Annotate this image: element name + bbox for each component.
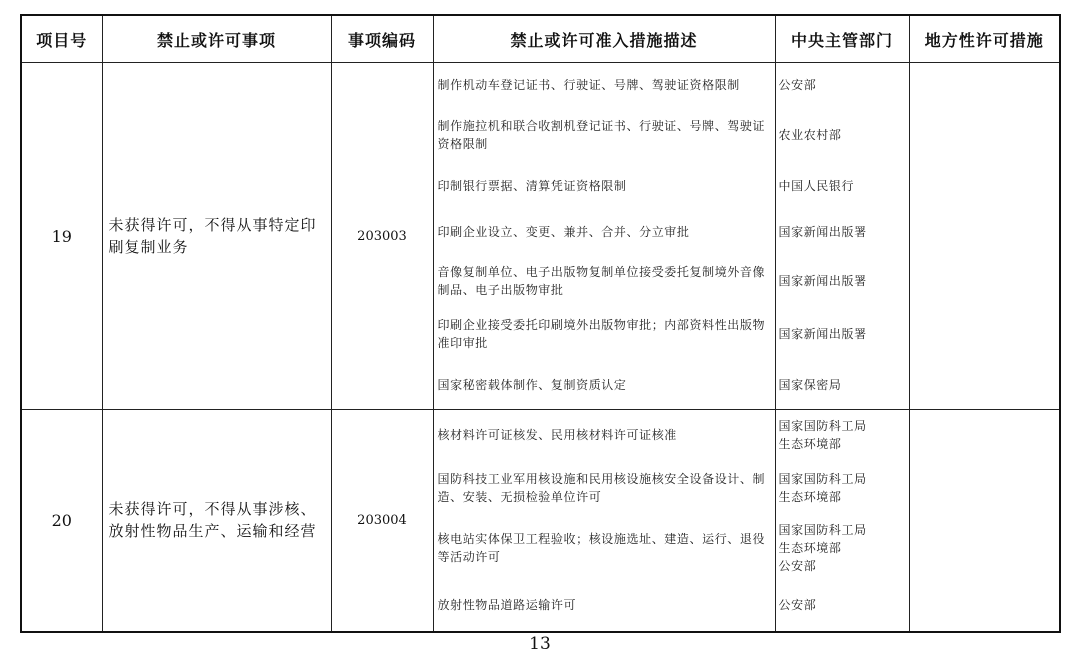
header-item: 禁止或许可事项: [102, 15, 331, 63]
table-row: [21, 410, 1060, 632]
central-dept: 国家保密局: [778, 378, 842, 392]
central-dept: 国家新闻出版署: [778, 327, 867, 341]
central-dept: 国家国防科工局 生态环境部 公安部: [778, 523, 867, 573]
header-project-no: 项目号: [21, 15, 102, 63]
measure-description-cell: [433, 410, 775, 632]
central-dept-cell: [775, 410, 909, 632]
measure-description: 印制银行票据、清算凭证资格限制: [437, 179, 627, 193]
measure-description: 国家秘密载体制作、复制资质认定: [437, 378, 627, 392]
measure-description: 核材料许可证核发、民用核材料许可证核准: [437, 428, 677, 442]
measure-description: 印刷企业设立、变更、兼并、合并、分立审批: [437, 225, 690, 239]
table-header-row: [21, 15, 1060, 63]
table-row: [21, 63, 1060, 410]
central-dept: 公安部: [778, 78, 817, 92]
measure-description: 印刷企业接受委托印刷境外出版物审批；内部资料性出版物准印审批: [437, 318, 766, 350]
central-dept: 公安部: [778, 598, 817, 612]
measure-description: 制作施拉机和联合收割机登记证书、行驶证、号牌、驾驶证资格限制: [437, 119, 766, 151]
item-code: 203003: [331, 63, 433, 410]
header-local-measures: 地方性许可措施: [909, 15, 1060, 63]
central-dept-cell: [775, 63, 909, 410]
item-title: 未获得许可，不得从事特定印刷复制业务: [102, 63, 331, 410]
header-central-dept: 中央主管部门: [775, 15, 909, 63]
central-dept: 国家国防科工局 生态环境部: [778, 419, 867, 451]
measure-description: 制作机动车登记证书、行驶证、号牌、驾驶证资格限制: [437, 78, 740, 92]
measure-description: 核电站实体保卫工程验收；核设施选址、建造、运行、退役等活动许可: [437, 532, 766, 564]
header-description: 禁止或许可准入措施描述: [433, 15, 775, 63]
measure-description-cell: [433, 63, 775, 410]
central-dept: 中国人民银行: [778, 179, 855, 193]
item-title: 未获得许可，不得从事涉核、放射性物品生产、运输和经营: [102, 410, 331, 632]
project-number: 19: [21, 63, 102, 410]
central-dept: 国家新闻出版署: [778, 225, 867, 239]
central-dept: 国家国防科工局 生态环境部: [778, 472, 867, 504]
measure-description: 音像复制单位、电子出版物复制单位接受委托复制境外音像制品、电子出版物审批: [437, 265, 766, 297]
local-measures-cell: [909, 410, 1060, 632]
measure-description: 国防科技工业军用核设施和民用核设施核安全设备设计、制造、安装、无损检验单位许可: [437, 472, 766, 504]
central-dept: 国家新闻出版署: [778, 274, 867, 288]
measure-description: 放射性物品道路运输许可: [437, 598, 577, 612]
permit-table: [20, 14, 1061, 633]
item-code: 203004: [331, 410, 433, 632]
project-number: 20: [21, 410, 102, 632]
page-number: 13: [529, 634, 551, 654]
header-code: 事项编码: [331, 15, 433, 63]
central-dept: 农业农村部: [778, 128, 842, 142]
local-measures-cell: [909, 63, 1060, 410]
